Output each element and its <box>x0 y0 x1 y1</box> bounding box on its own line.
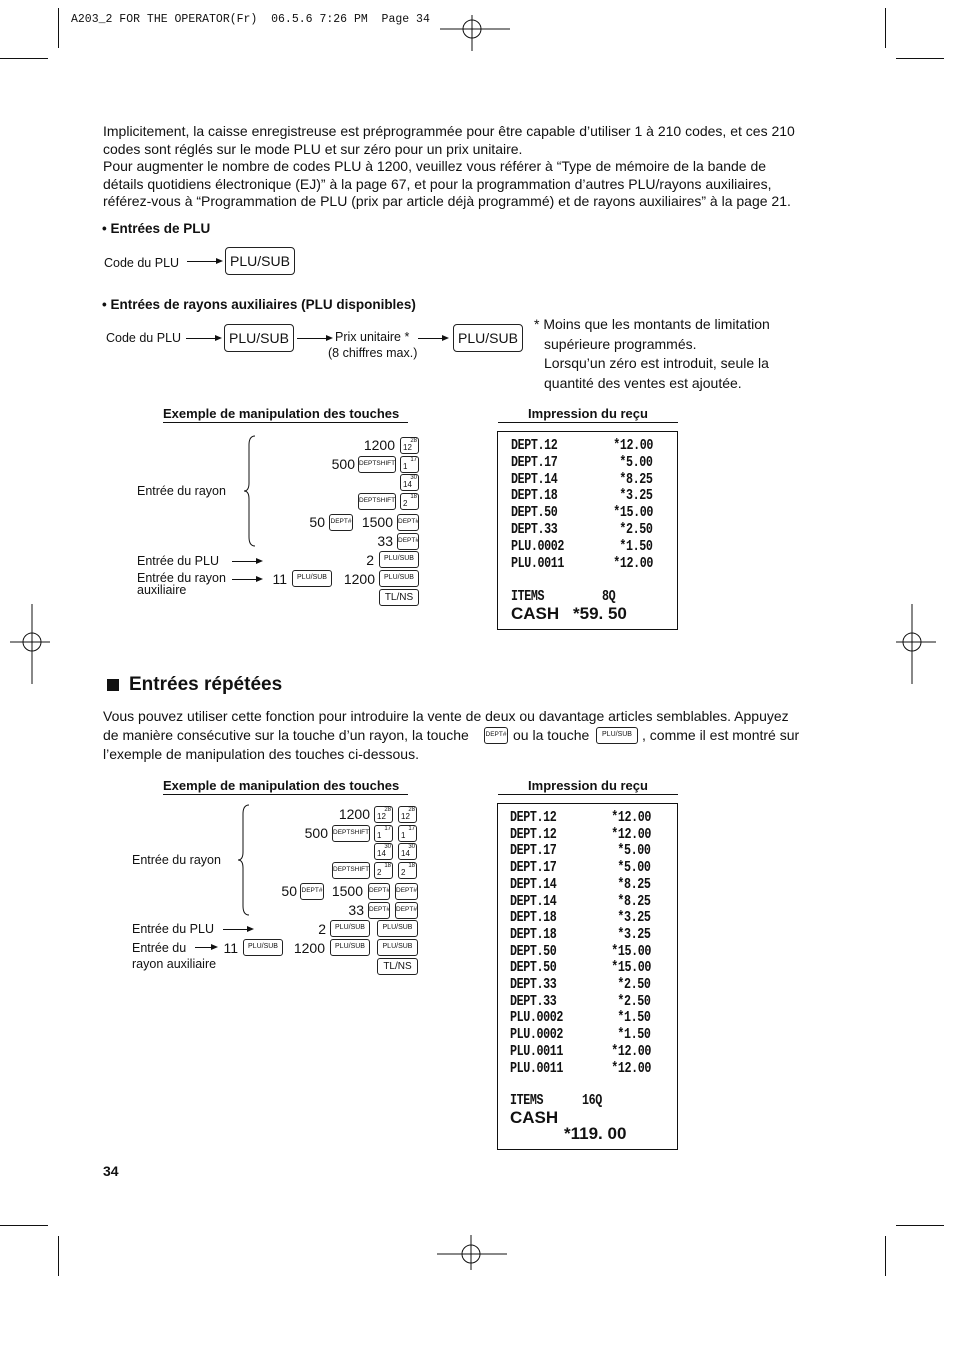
unit-price-note: (8 chiffres max.) <box>328 346 418 360</box>
cash-label: CASH <box>511 604 560 623</box>
numkey-1: 17 1 <box>398 825 417 842</box>
dept-key: DEPT# <box>368 902 390 919</box>
tl-ns-key: TL/NS <box>379 589 419 606</box>
intro-paragraph <box>103 123 833 211</box>
receipt-line-value: *5.00 <box>617 859 651 877</box>
para-line <box>103 726 833 745</box>
crop-mark <box>896 1225 944 1226</box>
items-value: 8Q <box>602 588 616 605</box>
arrow-head-icon <box>215 335 222 341</box>
receipt-line-label: DEPT.12 <box>510 825 557 843</box>
items-label: ITEMS <box>511 588 545 605</box>
label-dept-entry: Entrée du rayon <box>137 484 226 498</box>
label-plu-entry: Entrée du PLU <box>132 922 214 936</box>
deptshift-key: DEPTSHIFT <box>332 825 370 842</box>
plu-entries-heading: • Entrées de PLU <box>102 221 211 236</box>
plu-sub-key: PLU/SUB <box>224 324 294 352</box>
amount: 1200 <box>293 940 325 956</box>
receipt-line-value: *5.00 <box>617 842 651 860</box>
section2-paragraph <box>103 707 833 764</box>
crop-mark <box>896 58 944 59</box>
receipt-line-value: *12.00 <box>613 437 653 454</box>
section-bullet-icon <box>107 679 119 691</box>
numkey-1: 17 1 <box>400 456 419 473</box>
receipt-line-label: DEPT.14 <box>510 875 557 893</box>
intro-line: codes sont réglés sur le mode PLU et sur zéro pour un prix unitaire. <box>103 140 523 157</box>
plu-sub-key: PLU/SUB <box>379 551 419 568</box>
receipt-line-label: PLU.0002 <box>510 1026 564 1044</box>
arrow-head-icon <box>247 926 254 932</box>
numkey-14: 30 14 <box>400 474 419 491</box>
cash-value: *59. 50 <box>573 604 627 623</box>
arrow <box>186 338 216 339</box>
amount: 11 <box>223 940 238 956</box>
section-title: Entrées répétées <box>129 674 283 695</box>
para-text: de manière consécutive sur la touche d’un rayon, la touche <box>103 727 469 743</box>
receipt-line-label: DEPT.18 <box>511 487 558 505</box>
label-plu-entry: Entrée du PLU <box>137 554 219 568</box>
arrow <box>232 561 257 562</box>
receipt-1 <box>497 431 678 630</box>
receipt-line-label: DEPT.50 <box>510 959 557 977</box>
amount: 1200 <box>363 437 395 453</box>
receipt-line-label: DEPT.33 <box>510 976 557 993</box>
sub-entries-heading: • Entrées de rayons auxiliaires (PLU disponibles) <box>102 297 416 312</box>
numkey-12: 28 12 <box>400 437 419 454</box>
receipt-line-label: PLU.0002 <box>511 537 565 555</box>
receipt-line-value: *8.25 <box>617 875 651 893</box>
deptshift-key: DEPTSHIFT <box>358 493 396 510</box>
receipt-line-label: DEPT.14 <box>510 892 557 910</box>
registration-mark-icon <box>440 15 510 51</box>
crop-mark <box>885 8 886 48</box>
amount: 500 <box>331 456 355 472</box>
example1-receipt-title: Impression du reçu <box>498 406 678 423</box>
arrow-head-icon <box>256 558 263 564</box>
para-text: , comme il est montré sur <box>642 727 800 743</box>
sub-code-label: Code du PLU <box>106 331 182 345</box>
receipt-line-label: PLU.0011 <box>510 1042 564 1060</box>
arrow-head-icon <box>256 576 263 582</box>
arrow <box>195 947 212 948</box>
numkey-2: 18 2 <box>398 862 417 879</box>
crop-mark <box>0 58 48 59</box>
plu-sub-key: PLU/SUB <box>377 939 418 956</box>
label-sub-line: rayon auxiliaire <box>132 957 217 971</box>
dept-key: DEPT# <box>395 902 418 919</box>
receipt-line-value: *5.00 <box>619 453 653 471</box>
receipt-line-value: *8.25 <box>619 470 653 488</box>
plu-code-label: Code du PLU <box>104 256 180 270</box>
receipt-line-value: *15.00 <box>611 942 651 960</box>
receipt-line-value: *8.25 <box>617 892 651 910</box>
receipt-line-label: DEPT.33 <box>510 992 557 1010</box>
arrow <box>223 929 248 930</box>
label-dept-entry: Entrée du rayon <box>132 853 221 867</box>
receipt-line-label: DEPT.17 <box>511 453 558 471</box>
deptshift-key: DEPTSHIFT <box>332 862 370 879</box>
header-line: A203_2 FOR THE OPERATOR(Fr) 06.5.6 7:26 PM Page 34 <box>71 13 430 26</box>
crop-mark <box>58 8 59 48</box>
receipt-line-value: *12.00 <box>611 809 651 826</box>
items-label: ITEMS <box>510 1092 544 1109</box>
receipt-line-value: *2.50 <box>617 976 651 993</box>
amount: 1200 <box>338 806 370 822</box>
plu-sub-key: PLU/SUB <box>453 324 523 352</box>
para-line: Vous pouvez utiliser cette fonction pour introduire la vente de deux ou davantage articles semblables. Appuyez <box>103 708 789 724</box>
amount: 2 <box>318 921 326 937</box>
tl-ns-key: TL/NS <box>377 958 418 975</box>
plu-sub-key: PLU/SUB <box>243 939 283 956</box>
numkey-14: 30 14 <box>374 843 393 860</box>
brace-icon <box>237 804 251 916</box>
dept-key: DEPT# <box>300 883 324 900</box>
receipt-line-label: DEPT.50 <box>511 504 558 522</box>
brace-icon <box>243 435 257 547</box>
numkey-1: 17 1 <box>374 825 393 842</box>
cash-label: CASH <box>510 1108 559 1127</box>
dept-key: DEPT# <box>484 727 508 744</box>
footnote <box>534 315 770 393</box>
amount: 1200 <box>343 571 375 587</box>
dept-key: DEPT# <box>329 514 353 531</box>
intro-line: Implicitement, la caisse enregistreuse est préprogrammée pour être capable d’utiliser 1 à 210 codes, et ces 210 <box>103 123 795 139</box>
numkey-12: 28 12 <box>398 806 417 823</box>
receipt-line-label: DEPT.12 <box>511 437 558 454</box>
plu-sub-key: PLU/SUB <box>377 920 418 937</box>
label-sub-line: auxiliaire <box>137 583 187 597</box>
numkey-2: 18 2 <box>374 862 393 879</box>
receipt-line-value: *12.00 <box>613 554 653 572</box>
amount: 50 <box>309 514 325 530</box>
receipt-line-label: DEPT.12 <box>510 809 557 826</box>
crop-mark <box>885 1236 886 1276</box>
receipt-line-label: DEPT.18 <box>510 909 557 927</box>
example1-key-title: Exemple de manipulation des touches <box>163 406 408 423</box>
amount: 33 <box>348 902 364 918</box>
cash-value: *119. 00 <box>564 1124 627 1143</box>
amount: 2 <box>366 552 374 568</box>
deptshift-key: DEPTSHIFT <box>358 456 396 473</box>
arrow <box>418 338 443 339</box>
items-value: 16Q <box>582 1092 602 1109</box>
footnote-line: quantité des ventes est ajoutée. <box>544 374 742 391</box>
amount: 500 <box>304 825 328 841</box>
arrow-head-icon <box>326 335 333 341</box>
receipt-line-label: PLU.0002 <box>510 1009 564 1027</box>
receipt-line-value: *15.00 <box>613 504 653 522</box>
numkey-14: 30 14 <box>398 843 417 860</box>
numkey-2: 18 2 <box>400 493 419 510</box>
receipt-line-value: *2.50 <box>617 992 651 1010</box>
amount: 1500 <box>331 883 363 899</box>
arrow-head-icon <box>216 258 223 264</box>
receipt-2 <box>497 803 678 1150</box>
receipt-line-value: *15.00 <box>611 959 651 977</box>
intro-line: détails quotidiens électronique (EJ)” à la page 67, et pour la programmation d’autres PLU/rayons auxiliaires, <box>103 175 772 192</box>
receipt-line-value: *3.25 <box>617 925 651 943</box>
footnote-line: supérieure programmés. <box>544 335 697 352</box>
dept-key: DEPT# <box>397 514 419 531</box>
registration-mark-icon <box>10 604 50 684</box>
page-number: 34 <box>103 1163 119 1179</box>
receipt-line-value: *12.00 <box>611 1042 651 1060</box>
plu-sub-key: PLU/SUB <box>292 570 332 587</box>
receipt-line-value: *1.50 <box>617 1009 651 1027</box>
receipt-line-label: DEPT.50 <box>510 942 557 960</box>
arrow <box>187 261 217 262</box>
receipt-line-label: DEPT.18 <box>510 925 557 943</box>
plu-sub-key: PLU/SUB <box>225 247 295 275</box>
label-sub-entry <box>132 940 216 972</box>
plu-sub-key: PLU/SUB <box>330 920 370 937</box>
crop-mark <box>0 1225 48 1226</box>
receipt-line-label: DEPT.17 <box>510 859 557 877</box>
arrow <box>297 338 327 339</box>
arrow-head-icon <box>442 335 449 341</box>
label-sub-entry <box>137 572 226 596</box>
label-sub-line: Entrée du rayon <box>137 571 226 585</box>
plu-sub-key: PLU/SUB <box>330 939 370 956</box>
receipt-line-value: *1.50 <box>617 1026 651 1044</box>
arrow <box>232 579 257 580</box>
dept-key: DEPT# <box>395 883 418 900</box>
footnote-line: Lorsqu’un zéro est introduit, seule la <box>544 355 769 371</box>
label-sub-line: Entrée du <box>132 941 187 955</box>
intro-line: référez-vous à “Programmation de PLU (prix par article déjà programmé) et de rayons auxiliaires” à la page 21. <box>103 193 791 209</box>
dept-key: DEPT# <box>397 533 419 550</box>
plu-sub-key: PLU/SUB <box>596 727 638 744</box>
footnote-line: * Moins que les montants de limitation <box>534 316 770 332</box>
registration-mark-icon <box>437 1230 507 1270</box>
receipt-line-label: DEPT.17 <box>510 842 557 860</box>
crop-mark <box>58 1236 59 1276</box>
receipt-line-label: DEPT.33 <box>511 521 558 538</box>
plu-sub-key: PLU/SUB <box>379 570 419 587</box>
receipt-line-label: PLU.0011 <box>511 554 565 572</box>
receipt-line-value: *12.00 <box>611 1059 651 1077</box>
para-text: ou la touche <box>513 727 590 743</box>
receipt-line-value: *12.00 <box>611 825 651 843</box>
example2-receipt-title: Impression du reçu <box>498 778 678 795</box>
dept-key: DEPT# <box>368 883 390 900</box>
unit-price-label: Prix unitaire * <box>335 330 410 344</box>
receipt-line-value: *1.50 <box>619 537 653 555</box>
receipt-line-label: DEPT.14 <box>511 470 558 488</box>
amount: 1500 <box>361 514 393 530</box>
registration-mark-icon <box>896 604 936 684</box>
amount: 33 <box>377 533 393 549</box>
intro-line: Pour augmenter le nombre de codes PLU à 1200, veuillez vous référer à “Type de mémoire de la bande de <box>103 158 767 174</box>
receipt-line-value: *3.25 <box>617 909 651 927</box>
amount: 50 <box>281 883 297 899</box>
numkey-12: 28 12 <box>374 806 393 823</box>
amount: 11 <box>272 571 287 587</box>
example2-key-title: Exemple de manipulation des touches <box>163 778 408 795</box>
receipt-line-label: PLU.0011 <box>510 1059 564 1077</box>
receipt-line-value: *2.50 <box>619 521 653 538</box>
para-line: l’exemple de manipulation des touches ci-dessous. <box>103 746 419 762</box>
receipt-line-value: *3.25 <box>619 487 653 505</box>
